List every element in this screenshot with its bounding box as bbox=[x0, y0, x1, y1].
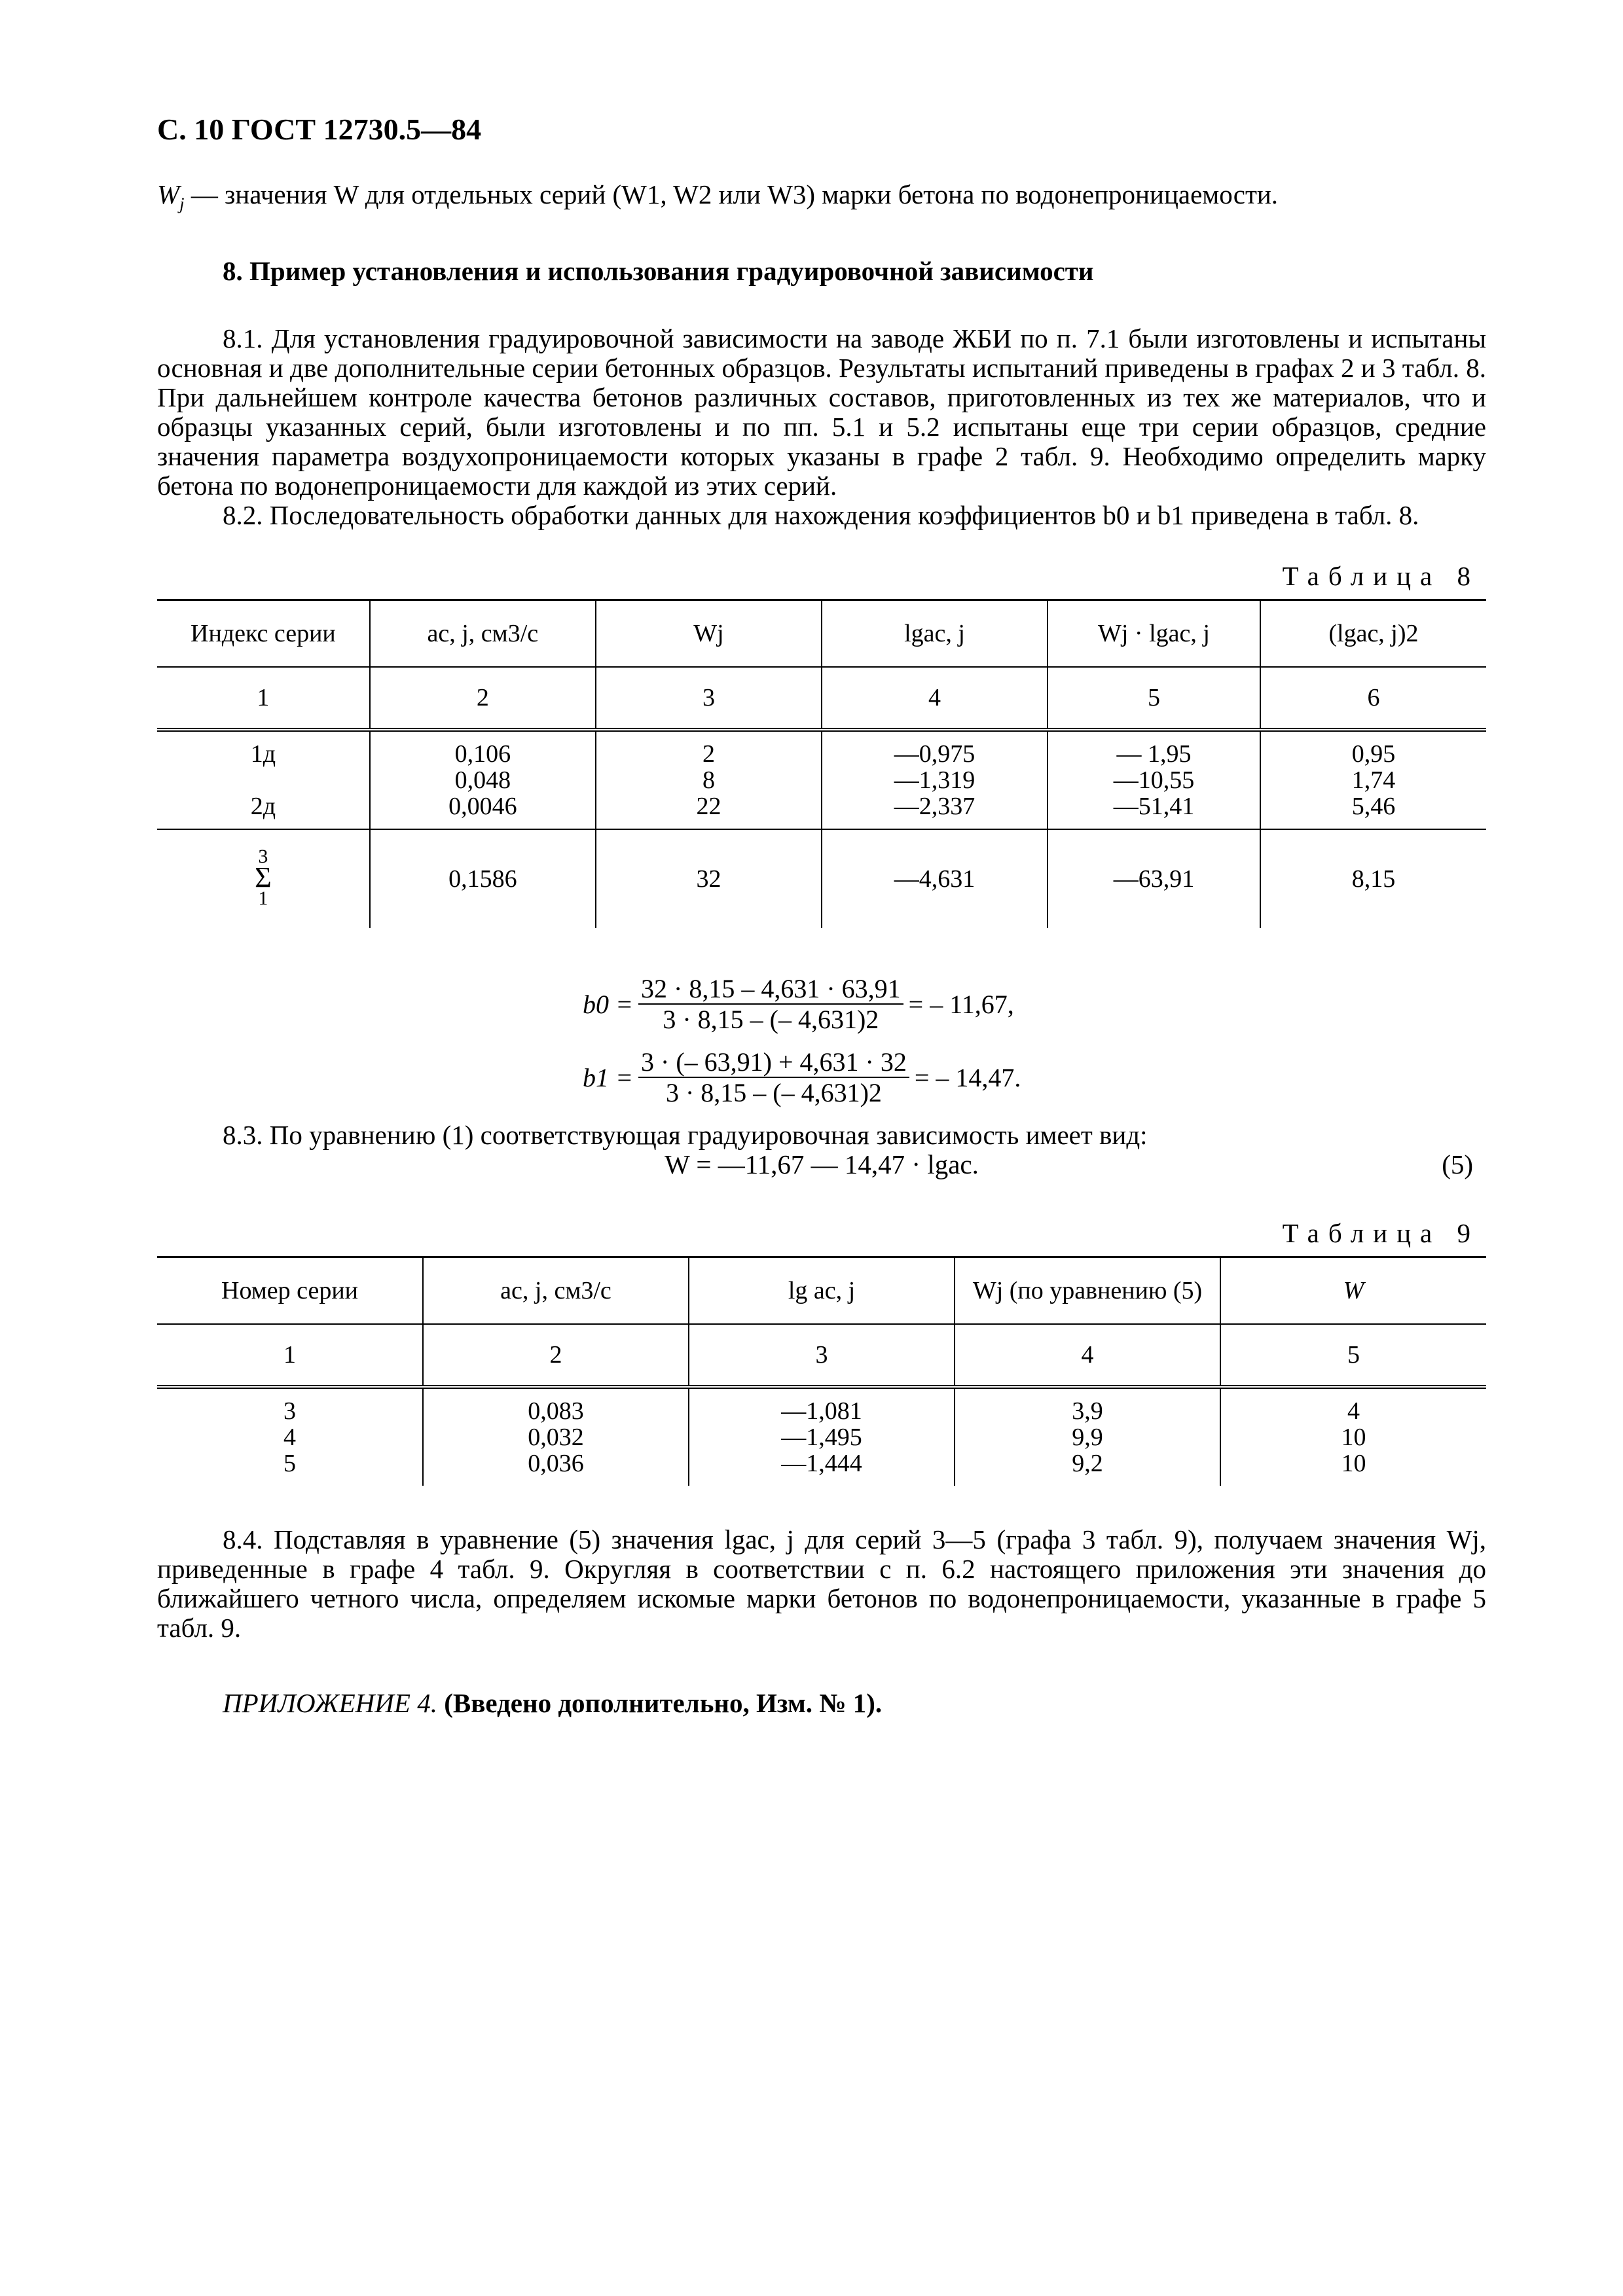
table8-caption: Таблица 8 bbox=[1282, 561, 1480, 592]
table-8 bbox=[157, 599, 1486, 928]
table8-header-cell: (lgac, j)2 bbox=[1260, 600, 1486, 668]
table8-header-cell: Индекс серии bbox=[157, 600, 370, 668]
table9-col-number: 3 bbox=[689, 1324, 955, 1387]
table9-lg-cell bbox=[689, 1387, 955, 1486]
table9-value: 0,032 bbox=[528, 1424, 584, 1452]
table8-sum-value: 32 bbox=[596, 829, 822, 928]
paragraph-8-4: 8.4. Подставляя в уравнение (5) значения lgac, j для серий 3—5 (графа 3 табл. 9), получаем значения Wj, приведенные в графе 4 табл. 9. Округляя в соответствии с п. 6.2 настоящего приложения эти значения до ближайшего четного числа, определяем искомые марки бетонов по водонепроницаемости, указанные в графе 5 табл. 9. bbox=[157, 1524, 1486, 1643]
appendix-change: (Введено дополнительно, Изм. № 1). bbox=[444, 1688, 883, 1719]
formula-b0 bbox=[583, 974, 1486, 1034]
table8-sum-symbol-cell bbox=[157, 829, 370, 928]
table9-value: 5 bbox=[283, 1450, 296, 1478]
b0-fraction bbox=[638, 974, 903, 1034]
b0-lhs: b0 = bbox=[583, 989, 633, 1019]
table8-col-number: 6 bbox=[1260, 667, 1486, 730]
table9-value: 4 bbox=[1347, 1397, 1360, 1426]
table8-value: 8 bbox=[702, 766, 715, 795]
table8-product-cell bbox=[1048, 730, 1260, 829]
equation-5-text: W = —11,67 — 14,47 · lgac. bbox=[665, 1149, 979, 1180]
table8-value: 1,74 bbox=[1351, 766, 1396, 795]
appendix-label: ПРИЛОЖЕНИЕ 4. bbox=[223, 1688, 437, 1719]
table8-header-cell: Wj bbox=[596, 600, 822, 668]
table9-value: 9,9 bbox=[1072, 1424, 1103, 1452]
table9-value: —1,081 bbox=[781, 1397, 862, 1426]
b0-result: = – 11,67, bbox=[908, 989, 1014, 1019]
table9-wj-cell bbox=[955, 1387, 1220, 1486]
table8-header-row bbox=[157, 600, 1486, 668]
intro-text: — значения W для отдельных серий (W1, W2 или W3) марки бетона по водонепроницаемости. bbox=[191, 179, 1279, 209]
b0-denominator: 3 · 8,15 – (– 4,631)2 bbox=[663, 1005, 879, 1035]
table9-data-row bbox=[157, 1387, 1486, 1486]
table9-value: 9,2 bbox=[1072, 1450, 1103, 1478]
appendix-note bbox=[223, 1689, 1486, 1718]
table8-value: —10,55 bbox=[1113, 766, 1195, 795]
table8-header-cell: lgac, j bbox=[822, 600, 1048, 668]
table8-header-cell: ac, j, см3/с bbox=[370, 600, 596, 668]
table8-series-cell bbox=[157, 730, 370, 829]
table8-value: 5,46 bbox=[1351, 793, 1396, 821]
sigma-lower: 1 bbox=[258, 888, 268, 910]
table8-value: 0,048 bbox=[454, 766, 511, 795]
table8-value: —1,319 bbox=[894, 766, 976, 795]
table8-sum-row bbox=[157, 829, 1486, 928]
document-page bbox=[157, 115, 1486, 1718]
table8-value: — 1,95 bbox=[1116, 740, 1192, 768]
intro-paragraph bbox=[157, 180, 1486, 219]
table9-col-number: 2 bbox=[423, 1324, 689, 1387]
b1-lhs: b1 = bbox=[583, 1062, 633, 1092]
sum-sigma bbox=[255, 846, 272, 909]
table9-caption: Таблица 9 bbox=[1282, 1218, 1480, 1249]
table9-value: —1,495 bbox=[781, 1424, 862, 1452]
equation-5 bbox=[157, 1150, 1486, 1179]
b0-numerator: 32 · 8,15 – 4,631 · 63,91 bbox=[638, 974, 903, 1005]
table8-value: 2д bbox=[250, 793, 276, 821]
b1-numerator: 3 · (– 63,91) + 4,631 · 32 bbox=[638, 1047, 909, 1078]
table9-col-number: 4 bbox=[955, 1324, 1220, 1387]
table9-w-cell bbox=[1220, 1387, 1486, 1486]
table8-w-cell bbox=[596, 730, 822, 829]
formulas-block bbox=[583, 974, 1486, 1107]
table8-value: 0,106 bbox=[454, 740, 511, 768]
b1-denominator: 3 · 8,15 – (– 4,631)2 bbox=[665, 1078, 882, 1108]
table8-sum-value: —63,91 bbox=[1048, 829, 1260, 928]
table-9 bbox=[157, 1256, 1486, 1486]
sigma-symbol: Σ bbox=[255, 861, 272, 894]
table8-value: 0,0046 bbox=[448, 793, 517, 821]
b1-fraction bbox=[638, 1047, 909, 1107]
table8-lg-cell bbox=[822, 730, 1048, 829]
table9-number-row bbox=[157, 1324, 1486, 1387]
table9-header-cell: ac, j, см3/с bbox=[423, 1257, 689, 1325]
table9-header-cell: Номер серии bbox=[157, 1257, 423, 1325]
table8-value: —0,975 bbox=[894, 740, 976, 768]
paragraph-8-2: 8.2. Последовательность обработки данных для нахождения коэффициентов b0 и b1 приведена в табл. 8. bbox=[223, 500, 1419, 531]
table8-col-number: 4 bbox=[822, 667, 1048, 730]
table9-header-cell: W bbox=[1220, 1257, 1486, 1325]
table9-value: 10 bbox=[1341, 1450, 1366, 1478]
table8-value: 1д bbox=[250, 740, 276, 768]
table8-ac-cell bbox=[370, 730, 596, 829]
table9-value: 0,036 bbox=[528, 1450, 584, 1478]
table9-value: 10 bbox=[1341, 1424, 1366, 1452]
section-title: 8. Пример установления и использования градуировочной зависимости bbox=[223, 256, 1094, 287]
table8-data-row bbox=[157, 730, 1486, 829]
table9-value: 3 bbox=[283, 1397, 296, 1426]
equation-5-number: (5) bbox=[1442, 1149, 1473, 1180]
table8-value: 2 bbox=[702, 740, 715, 768]
table8-number-row bbox=[157, 667, 1486, 730]
table8-sum-value: —4,631 bbox=[822, 829, 1048, 928]
table8-sum-value: 8,15 bbox=[1260, 829, 1486, 928]
table8-col-number: 5 bbox=[1048, 667, 1260, 730]
page-header: С. 10 ГОСТ 12730.5—84 bbox=[157, 113, 482, 146]
table9-value: 0,083 bbox=[528, 1397, 584, 1426]
table8-header-cell: Wj · lgac, j bbox=[1048, 600, 1260, 668]
table8-value: —2,337 bbox=[894, 793, 976, 821]
table9-ac-cell bbox=[423, 1387, 689, 1486]
table9-header-row bbox=[157, 1257, 1486, 1325]
table8-col-number: 3 bbox=[596, 667, 822, 730]
table9-series-cell bbox=[157, 1387, 423, 1486]
b1-result: = – 14,47. bbox=[914, 1062, 1021, 1092]
table9-header-cell: lg ac, j bbox=[689, 1257, 955, 1325]
paragraph-8-3: 8.3. По уравнению (1) соответствующая градуировочная зависимость имеет вид: bbox=[223, 1120, 1148, 1151]
table9-col-number: 5 bbox=[1220, 1324, 1486, 1387]
table8-col-number: 2 bbox=[370, 667, 596, 730]
table8-col-number: 1 bbox=[157, 667, 370, 730]
intro-lead-sub: j bbox=[179, 194, 185, 214]
paragraph-8-1: 8.1. Для установления градуировочной зависимости на заводе ЖБИ по п. 7.1 были изготовлены и испытаны основная и две дополнительные серии бетонных образцов. Результаты испытаний приведены в графах 2 и 3 табл. 8. При дальнейшем контроле качества бетонов различных составов, приготовленных из тех же материалов, что и образцы указанных серий, были изготовлены и по пп. 5.1 и 5.2 испытаны еще три серии образцов, средние значения параметра воздухопроницаемости которых указаны в графе 2 табл. 9. Необходимо определить марку бетона по водонепроницаемости для каждой из этих серий. bbox=[157, 323, 1486, 501]
intro-lead: W bbox=[157, 179, 180, 209]
table9-value: 4 bbox=[283, 1424, 296, 1452]
table9-col-number: 1 bbox=[157, 1324, 423, 1387]
table9-header-cell: Wj (по уравнению (5) bbox=[955, 1257, 1220, 1325]
table9-value: —1,444 bbox=[781, 1450, 862, 1478]
table8-sum-value: 0,1586 bbox=[370, 829, 596, 928]
formula-b1 bbox=[583, 1047, 1486, 1107]
table8-value: 22 bbox=[696, 793, 721, 821]
table8-value: —51,41 bbox=[1113, 793, 1195, 821]
table8-value bbox=[162, 767, 364, 793]
sigma-upper: 3 bbox=[258, 846, 268, 868]
table8-value: 0,95 bbox=[1351, 740, 1396, 768]
table8-square-cell bbox=[1260, 730, 1486, 829]
table9-value: 3,9 bbox=[1072, 1397, 1103, 1426]
